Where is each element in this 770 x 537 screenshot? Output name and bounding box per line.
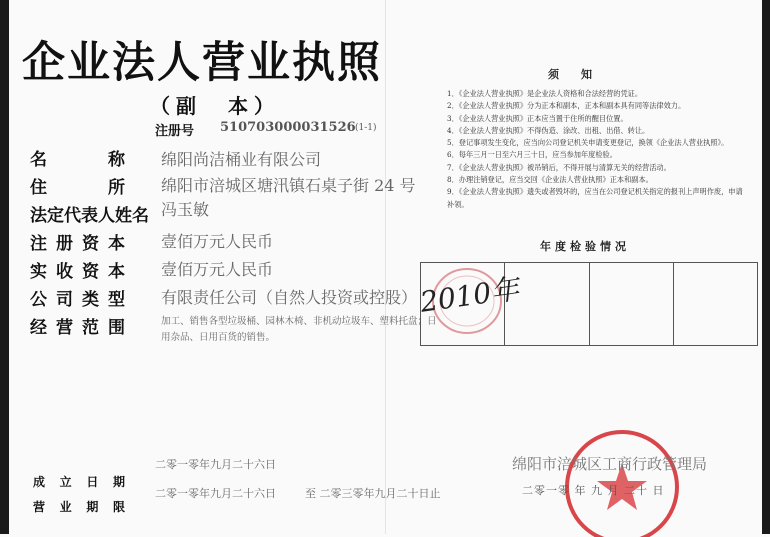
scan-edge-right <box>762 0 770 534</box>
field-value-name: 绵阳尚洁桶业有限公司 <box>161 150 322 169</box>
notice-item: 5．登记事项发生变化，应当向公司登记机关申请变更登记，换领《企业法人营业执照》。 <box>447 138 729 148</box>
established-label: 成立日期 <box>33 475 125 489</box>
field-label-company-type: 公司类型 <box>30 290 125 310</box>
notice-item: 2．《企业法人营业执照》分为正本和副本，正本和副本具有同等法律效力。 <box>447 101 686 111</box>
annual-check-cell <box>674 263 757 345</box>
term-to: 至 二零三零年九月二十日止 <box>305 487 441 500</box>
copy-label: （副 本） <box>150 94 280 118</box>
field-value-paid-capital: 壹佰万元人民币 <box>161 260 274 279</box>
notice-item: 3．《企业法人营业执照》正本应当置于住所的醒目位置。 <box>447 113 628 123</box>
notice-heading: 须知 <box>548 68 614 81</box>
registration-label: 注册号 <box>155 124 195 139</box>
license-title: 企业法人营业执照 <box>22 38 382 88</box>
field-value-legal-rep: 冯玉敏 <box>161 200 210 219</box>
field-value-business-scope: 加工、销售各型垃圾桶、园林木椅、非机动垃圾车、塑料托盘；日用杂品、日用百货的销售。 <box>161 316 437 343</box>
handwritten-year: 2010年 <box>418 272 522 319</box>
notice-item: 1．《企业法人营业执照》是企业法人资格和合法经营的凭证。 <box>447 89 643 98</box>
registration-number: 510703000031526 <box>220 120 356 135</box>
official-seal <box>560 425 685 537</box>
term-from: 二零一零年九月二十六日 <box>155 487 276 500</box>
scan-edge-left <box>0 0 9 534</box>
notice-item: 4．《企业法人营业执照》不得伪造、涂改、出租、出借、转让。 <box>447 125 650 135</box>
annual-check-cell <box>590 263 674 345</box>
registration-sheet: (1-1) <box>355 123 377 133</box>
field-value-address: 绵阳市涪城区塘汛镇石桌子街 24 号 <box>161 176 416 195</box>
field-label-legal-rep: 法定代表人姓名 <box>30 206 149 226</box>
notice-item: 7．《企业法人营业执照》被吊销后，不得开展与清算无关的经营活动。 <box>447 162 671 172</box>
authority-name: 绵阳市涪城区工商行政管理局 <box>512 455 708 473</box>
annual-check-heading: 年度检验情况 <box>540 240 630 253</box>
notice-item: 6．每年三月一日至六月三十日，应当参加年度检验。 <box>447 150 617 160</box>
field-label-name: 名称 <box>30 150 125 170</box>
fold-line <box>385 0 386 534</box>
field-label-business-scope: 经营范围 <box>30 318 125 338</box>
term-label: 营业期限 <box>33 500 125 514</box>
established-date: 二零一零年九月二十六日 <box>155 458 276 471</box>
field-value-registered-capital: 壹佰万元人民币 <box>161 232 274 251</box>
field-label-address: 住所 <box>30 178 125 198</box>
notice-list <box>447 88 762 211</box>
authority-date: 二零一零 年 九 月 二十 日 <box>522 484 665 497</box>
field-label-paid-capital: 实收资本 <box>30 262 125 282</box>
field-label-registered-capital: 注册资本 <box>30 234 125 254</box>
notice-item: 8．办理注销登记，应当交回《企业法人营业执照》正本和副本。 <box>447 175 653 185</box>
notice-item: 9．《企业法人营业执照》遗失或者毁坏的，应当在公司登记机关指定的报刊上声明作废，申请补领。 <box>447 187 743 209</box>
field-value-company-type: 有限责任公司（自然人投资或控股） <box>161 288 418 307</box>
